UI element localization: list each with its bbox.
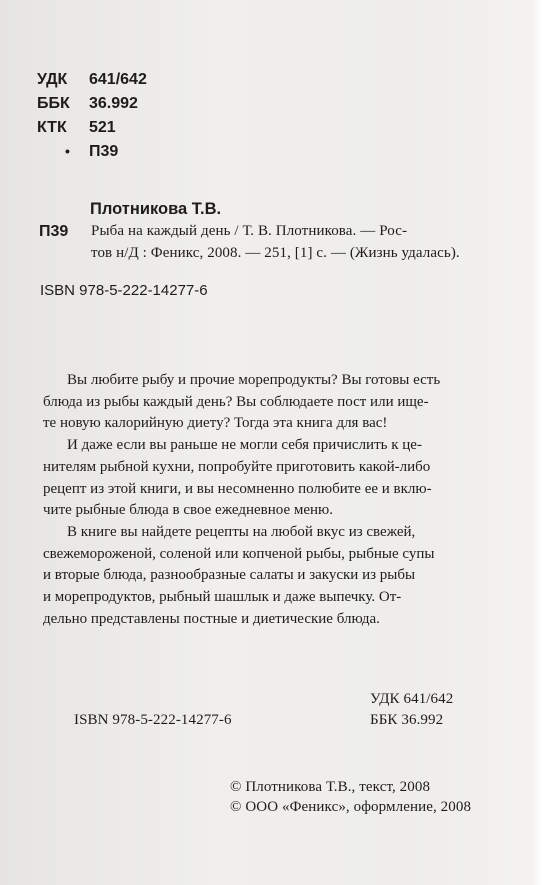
- annotation-line: и вторые блюда, разнообразные салаты и закуски из рыбы: [43, 567, 416, 584]
- bbk-line: [37, 95, 138, 113]
- annotation-line: и морепродуктов, рыбный шашлык и даже выпечку. От-: [43, 589, 402, 606]
- annotation-line: рецепт из этой книги, и вы несомненно полюбите ее и вклю-: [43, 480, 432, 497]
- footer-isbn: ISBN 978-5-222-14277-6: [74, 712, 232, 728]
- ktk-label: КТК: [37, 119, 67, 136]
- footer-udk: УДК 641/642: [370, 691, 454, 707]
- annotation-line: В книге вы найдете рецепты на любой вкус из свежей,: [67, 523, 416, 540]
- udk-value: 641/642: [89, 71, 147, 88]
- record-title-line2: тов н/Д : Феникс, 2008. — 251, [1] с. — (Жизнь удалась).: [91, 245, 460, 261]
- annotation-line: свежемороженой, соленой или копченой рыбы, рыбные супы: [43, 545, 435, 562]
- annotation-line: блюда из рыбы каждый день? Вы соблюдаете пост или ище-: [43, 393, 429, 410]
- annotation-line: те новую калорийную диету? Тогда эта книга для вас!: [43, 415, 388, 432]
- ktk-line: [37, 119, 116, 137]
- author-name: Плотникова Т.В.: [90, 200, 222, 218]
- annotation-line: Вы любите рыбу и прочие морепродукты? Вы готовы есть: [67, 372, 441, 388]
- annotation-line: дельно представлены постные и диетические блюда.: [43, 610, 380, 627]
- udk-label: УДК: [37, 71, 68, 88]
- record-code: П39: [39, 223, 69, 240]
- bbk-label: ББК: [37, 95, 70, 112]
- author-mark: П39: [89, 143, 119, 160]
- annotation: [43, 370, 503, 630]
- author-mark-dot: •: [65, 143, 70, 159]
- udk-line: [37, 71, 147, 89]
- page-edge: [532, 0, 542, 885]
- annotation-line: И даже если вы раньше не могли себя причислить к це-: [67, 437, 422, 454]
- annotation-line: нителям рыбной кухни, попробуйте приготовить какой-либо: [43, 458, 431, 475]
- isbn-top: ISBN 978-5-222-14277-6: [40, 282, 208, 299]
- ktk-value: 521: [89, 119, 116, 136]
- record-title-line1: Рыба на каждый день / Т. В. Плотникова. — Рос-: [91, 223, 408, 239]
- copyright-publisher: © ООО «Феникс», оформление, 2008: [230, 799, 472, 815]
- copyright-author: © Плотникова Т.В., текст, 2008: [230, 779, 431, 795]
- annotation-line: чите рыбные блюда в свое ежедневное меню.: [43, 502, 333, 519]
- bbk-value: 36.992: [89, 95, 138, 112]
- footer-bbk: ББК 36.992: [370, 712, 444, 728]
